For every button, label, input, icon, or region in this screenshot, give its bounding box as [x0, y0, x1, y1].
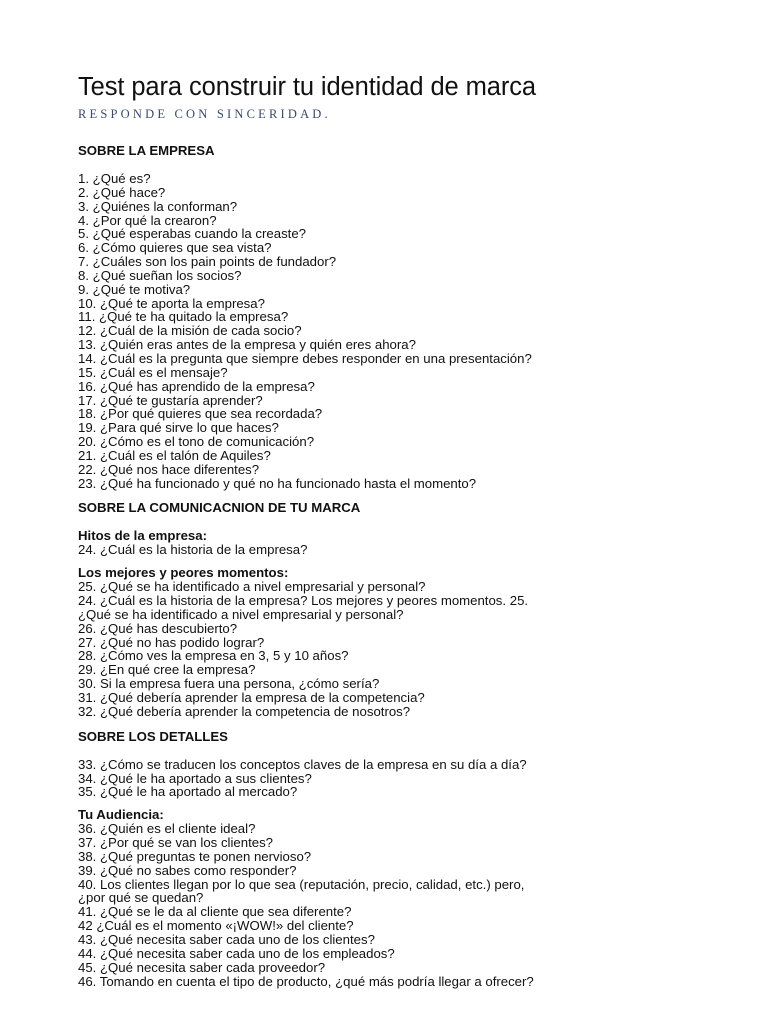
question-item: 43. ¿Qué necesita saber cada uno de los clientes?	[78, 931, 375, 947]
question-item: 25. ¿Qué se ha identificado a nivel empresarial y personal?	[78, 579, 426, 595]
question-item: 24. ¿Cuál es la historia de la empresa? Los mejores y peores momentos. 25.	[78, 593, 529, 609]
question-item: 40. Los clientes llegan por lo que sea (reputación, precio, calidad, etc.) pero,	[78, 876, 525, 892]
question-item: 4. ¿Por qué la crearon?	[78, 212, 217, 228]
question-item: 29. ¿En qué cree la empresa?	[78, 662, 256, 678]
question-item: 31. ¿Qué debería aprender la empresa de la competencia?	[78, 690, 425, 705]
document-page	[78, 72, 698, 988]
question-item: 46. Tomando en cuenta el tipo de producto, ¿qué más podría llegar a ofrecer?	[78, 973, 534, 989]
question-item: 14. ¿Cuál es la pregunta que siempre debes responder en una presentación?	[78, 350, 532, 366]
question-list-hitos	[78, 543, 698, 557]
section-heading-detalles: SOBRE LOS DETALLES	[78, 728, 228, 744]
question-list-audiencia	[78, 822, 698, 988]
question-item: 24. ¿Cuál es la historia de la empresa?	[78, 542, 308, 558]
question-item: 10. ¿Qué te aporta la empresa?	[78, 295, 265, 311]
question-item: 26. ¿Qué has descubierto?	[78, 620, 238, 636]
subheading-audiencia: Tu Audiencia:	[78, 807, 164, 823]
question-item: 28. ¿Cómo ves la empresa en 3, 5 y 10 años?	[78, 648, 349, 664]
question-item: 11. ¿Qué te ha quitado la empresa?	[78, 309, 289, 325]
question-item: 12. ¿Cuál de la misión de cada socio?	[78, 323, 302, 339]
section-heading-empresa: SOBRE LA EMPRESA	[78, 143, 215, 158]
question-item: 9. ¿Qué te motiva?	[78, 281, 191, 297]
question-item: 37. ¿Por qué se van los clientes?	[78, 835, 273, 851]
question-item: 15. ¿Cuál es el mensaje?	[78, 364, 228, 380]
question-list-detalles	[78, 758, 698, 800]
question-item: 45. ¿Qué necesita saber cada proveedor?	[78, 959, 326, 975]
page-subtitle: RESPONDE CON SINCERIDAD.	[78, 107, 331, 121]
question-item: 34. ¿Qué le ha aportado a sus clientes?	[78, 770, 312, 786]
question-item: ¿Qué se ha identificado a nivel empresarial y personal?	[78, 606, 404, 622]
question-item: 2. ¿Qué hace?	[78, 184, 166, 200]
question-item: 27. ¿Qué no has podido lograr?	[78, 634, 265, 650]
question-item: 3. ¿Quiénes la conforman?	[78, 198, 238, 214]
question-item: 6. ¿Cómo quieres que sea vista?	[78, 240, 272, 256]
question-item: 41. ¿Qué se le da al cliente que sea diferente?	[78, 904, 352, 920]
question-item: 5. ¿Qué esperabas cuando la creaste?	[78, 226, 306, 242]
subheading-momentos: Los mejores y peores momentos:	[78, 565, 289, 581]
question-item: 20. ¿Cómo es el tono de comunicación?	[78, 434, 315, 450]
question-item: 38. ¿Qué preguntas te ponen nervioso?	[78, 848, 312, 864]
question-item: 19. ¿Para qué sirve lo que haces?	[78, 420, 279, 436]
question-item: 21. ¿Cuál es el talón de Aquiles?	[78, 447, 271, 463]
question-item: 7. ¿Cuáles son los pain points de fundador?	[78, 254, 337, 270]
question-item: 8. ¿Qué sueñan los socios?	[78, 267, 242, 283]
question-item: 32. ¿Qué debería aprender la competencia de nosotros?	[78, 703, 411, 719]
question-item: 44. ¿Qué necesita saber cada uno de los empleados?	[78, 945, 395, 961]
question-item: 36. ¿Quién es el cliente ideal?	[78, 821, 256, 837]
page-title: Test para construir tu identidad de marca	[78, 73, 536, 101]
question-list-momentos	[78, 580, 698, 718]
question-list-empresa	[78, 172, 698, 490]
question-item: 42 ¿Cuál es el momento «¡WOW!» del cliente?	[78, 918, 354, 934]
question-item: 17. ¿Qué te gustaría aprender?	[78, 392, 263, 408]
subheading-hitos: Hitos de la empresa:	[78, 528, 207, 544]
question-item: 35. ¿Qué le ha aportado al mercado?	[78, 784, 298, 800]
question-item: 1. ¿Qué es?	[78, 171, 151, 186]
section-heading-comunicacion: SOBRE LA COMUNICACNION DE TU MARCA	[78, 500, 361, 516]
question-item: 39. ¿Qué no sabes como responder?	[78, 862, 297, 878]
question-item: 18. ¿Por qué quieres que sea recordada?	[78, 406, 323, 422]
question-item: 23. ¿Qué ha funcionado y qué no ha funcionado hasta el momento?	[78, 475, 477, 491]
question-item: 13. ¿Quién eras antes de la empresa y quién eres ahora?	[78, 337, 416, 353]
question-item: ¿por qué se quedan?	[78, 890, 204, 906]
question-item: 33. ¿Cómo se traducen los conceptos claves de la empresa en su día a día?	[78, 756, 527, 772]
question-item: 16. ¿Qué has aprendido de la empresa?	[78, 378, 315, 394]
question-item: 22. ¿Qué nos hace diferentes?	[78, 461, 260, 477]
question-item: 30. Si la empresa fuera una persona, ¿cómo sería?	[78, 676, 380, 692]
